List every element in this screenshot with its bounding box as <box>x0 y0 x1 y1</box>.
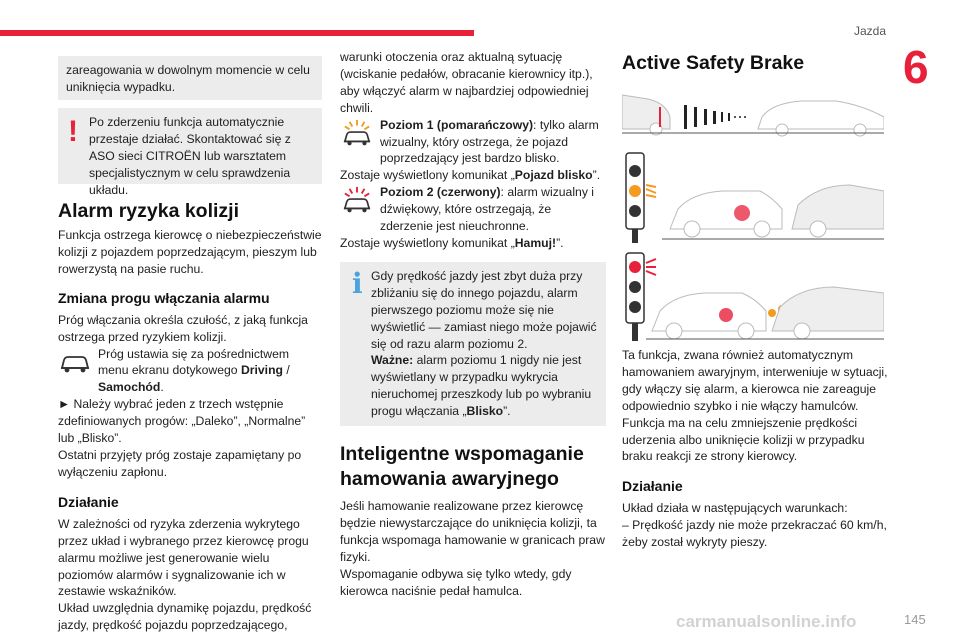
collision-alarm-text: Funkcja ostrzega kierowcę o niebezpieczeństwie kolizji z pojazdem poprzedzającym, pieszym lub rowerzystą na pasie ruchu. <box>58 228 322 276</box>
level-1-label: Poziom 1 (pomarańczowy) <box>380 117 534 132</box>
menu-text-post: . <box>160 380 164 395</box>
warning-text: Po zderzeniu funkcja automatycznie przestaje działać. Skontaktować się z ASO sieci CITROËN lub warsztatem specjalistycznym w celu sprawdzenia układu. <box>89 115 291 197</box>
info-important-value: Blisko <box>466 404 504 419</box>
chapter-number: 6 <box>903 41 929 93</box>
level-1-message-pre: Zostaje wyświetlony komunikat „ <box>340 168 515 183</box>
info-important-text: alarm poziomu 1 nigdy nie jest wyświetlany w przypadku wykrycia nieruchomej przeszkody lub po wybraniu progu włączania „ <box>371 353 592 419</box>
info-box <box>340 262 606 426</box>
continued-note-text: zareagowania w dowolnym momencie w celu uniknięcia wypadku. <box>66 63 310 94</box>
collision-orange-icon <box>340 119 374 147</box>
info-important <box>371 352 598 420</box>
header-red-bar <box>0 30 474 36</box>
brake-assist-text-1: Jeśli hamowanie realizowane przez kierowcę będzie niewystarczające do uniknięcia kolizji, ta funkcja wspomaga hamowanie w granicach praw fizyki. <box>340 499 605 564</box>
collision-red-icon <box>340 186 374 214</box>
heading-brake-assist: Inteligentne wspomaganie hamowania awaryjnego <box>340 443 584 491</box>
level-2-text: : alarm wizualny i dźwiękowy, które ostrzegają, że zderzenie jest nieuchronne. <box>380 185 595 234</box>
heading-asb-operation: Działanie <box>622 478 683 495</box>
info-icon: i <box>352 266 363 300</box>
level-1-message <box>340 167 606 184</box>
info-important-label: Ważne: <box>371 353 414 368</box>
page-number: 145 <box>904 612 926 627</box>
menu-text-pre: Próg ustawia się za pośrednictwem menu ekranu dotykowego <box>98 346 290 378</box>
heading-operation: Działanie <box>58 493 119 510</box>
menu-car: Samochód <box>98 380 161 395</box>
level-1-text: : tylko alarm wizualny, który ostrzega, że pojazd poprzedzający jest bardzo blisko. <box>380 117 599 166</box>
level-2-message-post: ”. <box>556 235 564 250</box>
column-2 <box>340 49 606 599</box>
select-threshold-text: ► Należy wybrać jeden z trzech wstępnie zdefiniowanych progów: „Daleko”, „Normalne” lub „Blisko”. <box>58 397 306 446</box>
asb-text-1: Ta funkcja, zwana również automatycznym hamowaniem awaryjnym, interweniuje w sytuacji, gdy włączy się alarm, a kierowca nie zareaguje odpowiednio szybko i nie włączy hamulców. <box>622 348 888 413</box>
level-2-message-pre: Zostaje wyświetlony komunikat „ <box>340 235 515 250</box>
figure-alert-red <box>622 249 884 341</box>
section-title: Jazda <box>853 24 886 38</box>
column-1 <box>58 56 322 634</box>
brake-assist-text-2: Wspomaganie odbywa się tylko wtedy, gdy kierowca naciśnie pedał hamulca. <box>340 566 572 598</box>
level-1-message-value: Pojazd blisko <box>514 168 593 183</box>
level-2-message-value: Hamuj! <box>514 235 557 250</box>
level-2-block <box>340 184 606 235</box>
car-settings-icon <box>58 348 92 376</box>
menu-separator: / <box>282 363 290 378</box>
operation-text-2: Układ uwzględnia dynamikę pojazdu, prędkość jazdy, prędkość pojazdu poprzedzającego, <box>58 601 312 633</box>
info-text: Gdy prędkość jazdy jest zbyt duża przy zbliżaniu się do innego pojazdu, alarm pierwszego poziomu może się nie wyświetlić — zamiast niego może pojawić się od razu alarm poziomu 2. <box>371 268 597 351</box>
watermark: carmanualsonline.info <box>676 612 857 631</box>
warning-box <box>58 108 322 197</box>
figure-approach-distance <box>622 87 884 137</box>
asb-text-2: Funkcja ma na celu zmniejszenie prędkości uderzenia albo uniknięcie kolizji w przypadku braku reakcji ze strony kierowcy. <box>622 415 865 464</box>
info-important-end: ”. <box>503 404 511 419</box>
menu-instruction <box>58 346 322 397</box>
level-2-label: Poziom 2 (czerwony) <box>380 185 501 200</box>
heading-active-safety-brake: Active Safety Brake <box>622 52 805 74</box>
continued-note-box <box>58 56 322 100</box>
conditions-text: warunki otoczenia oraz aktualną sytuację (wciskanie pedałów, obracanie kierownicy itp.), aby włączyć alarm w najbardziej odpowiedniej chwili. <box>340 50 593 115</box>
figure-alert-orange <box>622 143 884 243</box>
asb-operation-text: Układ działa w następujących warunkach: <box>622 501 848 516</box>
saved-threshold-text: Ostatni przyjęty próg zostaje zapamiętany po wyłączeniu zapłonu. <box>58 447 302 479</box>
level-1-message-post: ”. <box>592 168 601 183</box>
warning-icon: ! <box>68 115 78 148</box>
menu-driving: Driving <box>240 363 283 378</box>
column-3 <box>622 52 892 551</box>
operation-text-1: W zależności od ryzyka zderzenia wykrytego przez układ i wybranego przez kierowcę progu alarmu możliwe jest generowanie wielu poziomów alarmów i sygnalizowanie ich w zestawie wskaźników. <box>58 516 309 599</box>
level-1-block <box>340 117 606 168</box>
level-2-message <box>340 235 606 252</box>
threshold-text: Próg włączania określa czułość, z jaką funkcja ostrzega przed ryzykiem kolizji. <box>58 312 308 344</box>
heading-threshold: Zmiana progu włączania alarmu <box>58 289 270 306</box>
asb-operation-item: – Prędkość jazdy nie może przekraczać 60 km/h, żeby został wykryty pieszy. <box>622 518 887 550</box>
heading-collision-alarm: Alarm ryzyka kolizji <box>58 200 240 222</box>
